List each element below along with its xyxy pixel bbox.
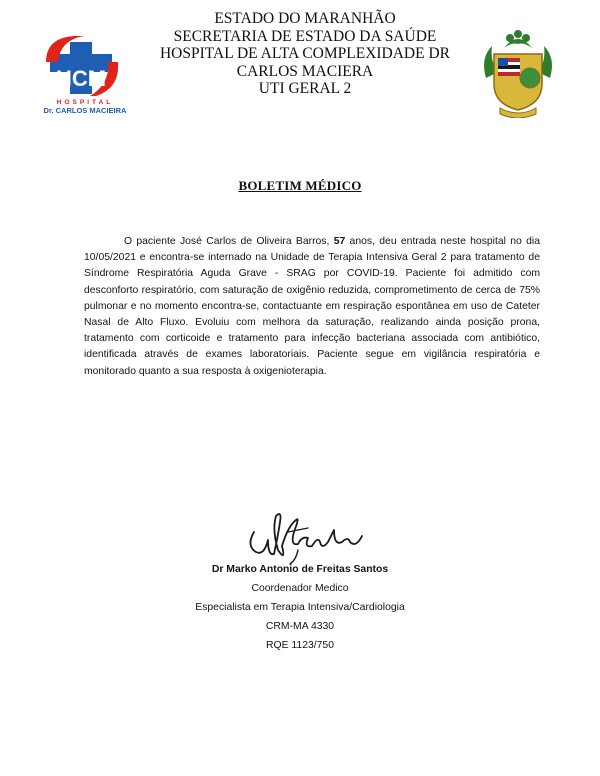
bulletin-body: O paciente José Carlos de Oliveira Barros, 57 anos, deu entrada neste hospital no dia 10/05/2021 e encontra-se internado na Unidade de Terapia Intensiva Geral 2 para tratamento de Síndrome Respiratória Aguda Grave - SRAG por COVID-19. Paciente foi admitido com desconforto respiratório, com saturação de oxigênio reduzida, comprometimento de cerca de 75% pulmonar e no momento encontra-se, contactuante em respiração espontânea em uso de Cateter Nasal de Alto Fluxo. Evoluiu com melhora da saturação, realizando ainda posição prona, tratamento com corticoide e tratamento para infecção bacteriana associada com antibiótico, identificada através de exames laboratoriais. Paciente segue em vigilância respiratória e monitorado quanto a sua resposta à oxigenioterapia.	[84, 236, 540, 377]
document-title: BOLETIM MÉDICO	[238, 178, 362, 193]
doctor-role: Coordenador Medico	[251, 583, 349, 594]
header-line-state: ESTADO DO MARANHÃO	[214, 10, 396, 27]
doctor-crm: CRM-MA 4330	[265, 621, 335, 632]
doctor-name: Dr Marko Antonio de Freitas Santos	[211, 564, 389, 575]
logo-letters: HCM	[56, 66, 107, 91]
maranhao-coat-of-arms-icon	[480, 28, 556, 118]
header-line-secretary: SECRETARIA DE ESTADO DA SAÚDE	[173, 27, 437, 45]
header-line-unit: UTI GERAL 2	[258, 80, 352, 97]
doctor-specialty: Especialista em Terapia Intensiva/Cardiologia	[195, 602, 405, 613]
doctor-rqe: RQE 1123/750	[266, 640, 334, 651]
svg-text:HOSPITAL: HOSPITAL	[56, 99, 114, 106]
hospital-logo	[40, 32, 130, 117]
svg-text:Dr. CARLOS MACIEIRA: Dr. CARLOS MACIEIRA	[43, 106, 127, 115]
header-line-hospital: HOSPITAL DE ALTA COMPLEXIDADE DR	[159, 45, 451, 62]
patient-age: 57	[333, 236, 346, 247]
signature-block	[150, 560, 450, 655]
header-line-hospital-name: CARLOS MACIERA	[236, 62, 374, 80]
header-title	[140, 10, 470, 98]
handwritten-signature	[238, 506, 378, 568]
